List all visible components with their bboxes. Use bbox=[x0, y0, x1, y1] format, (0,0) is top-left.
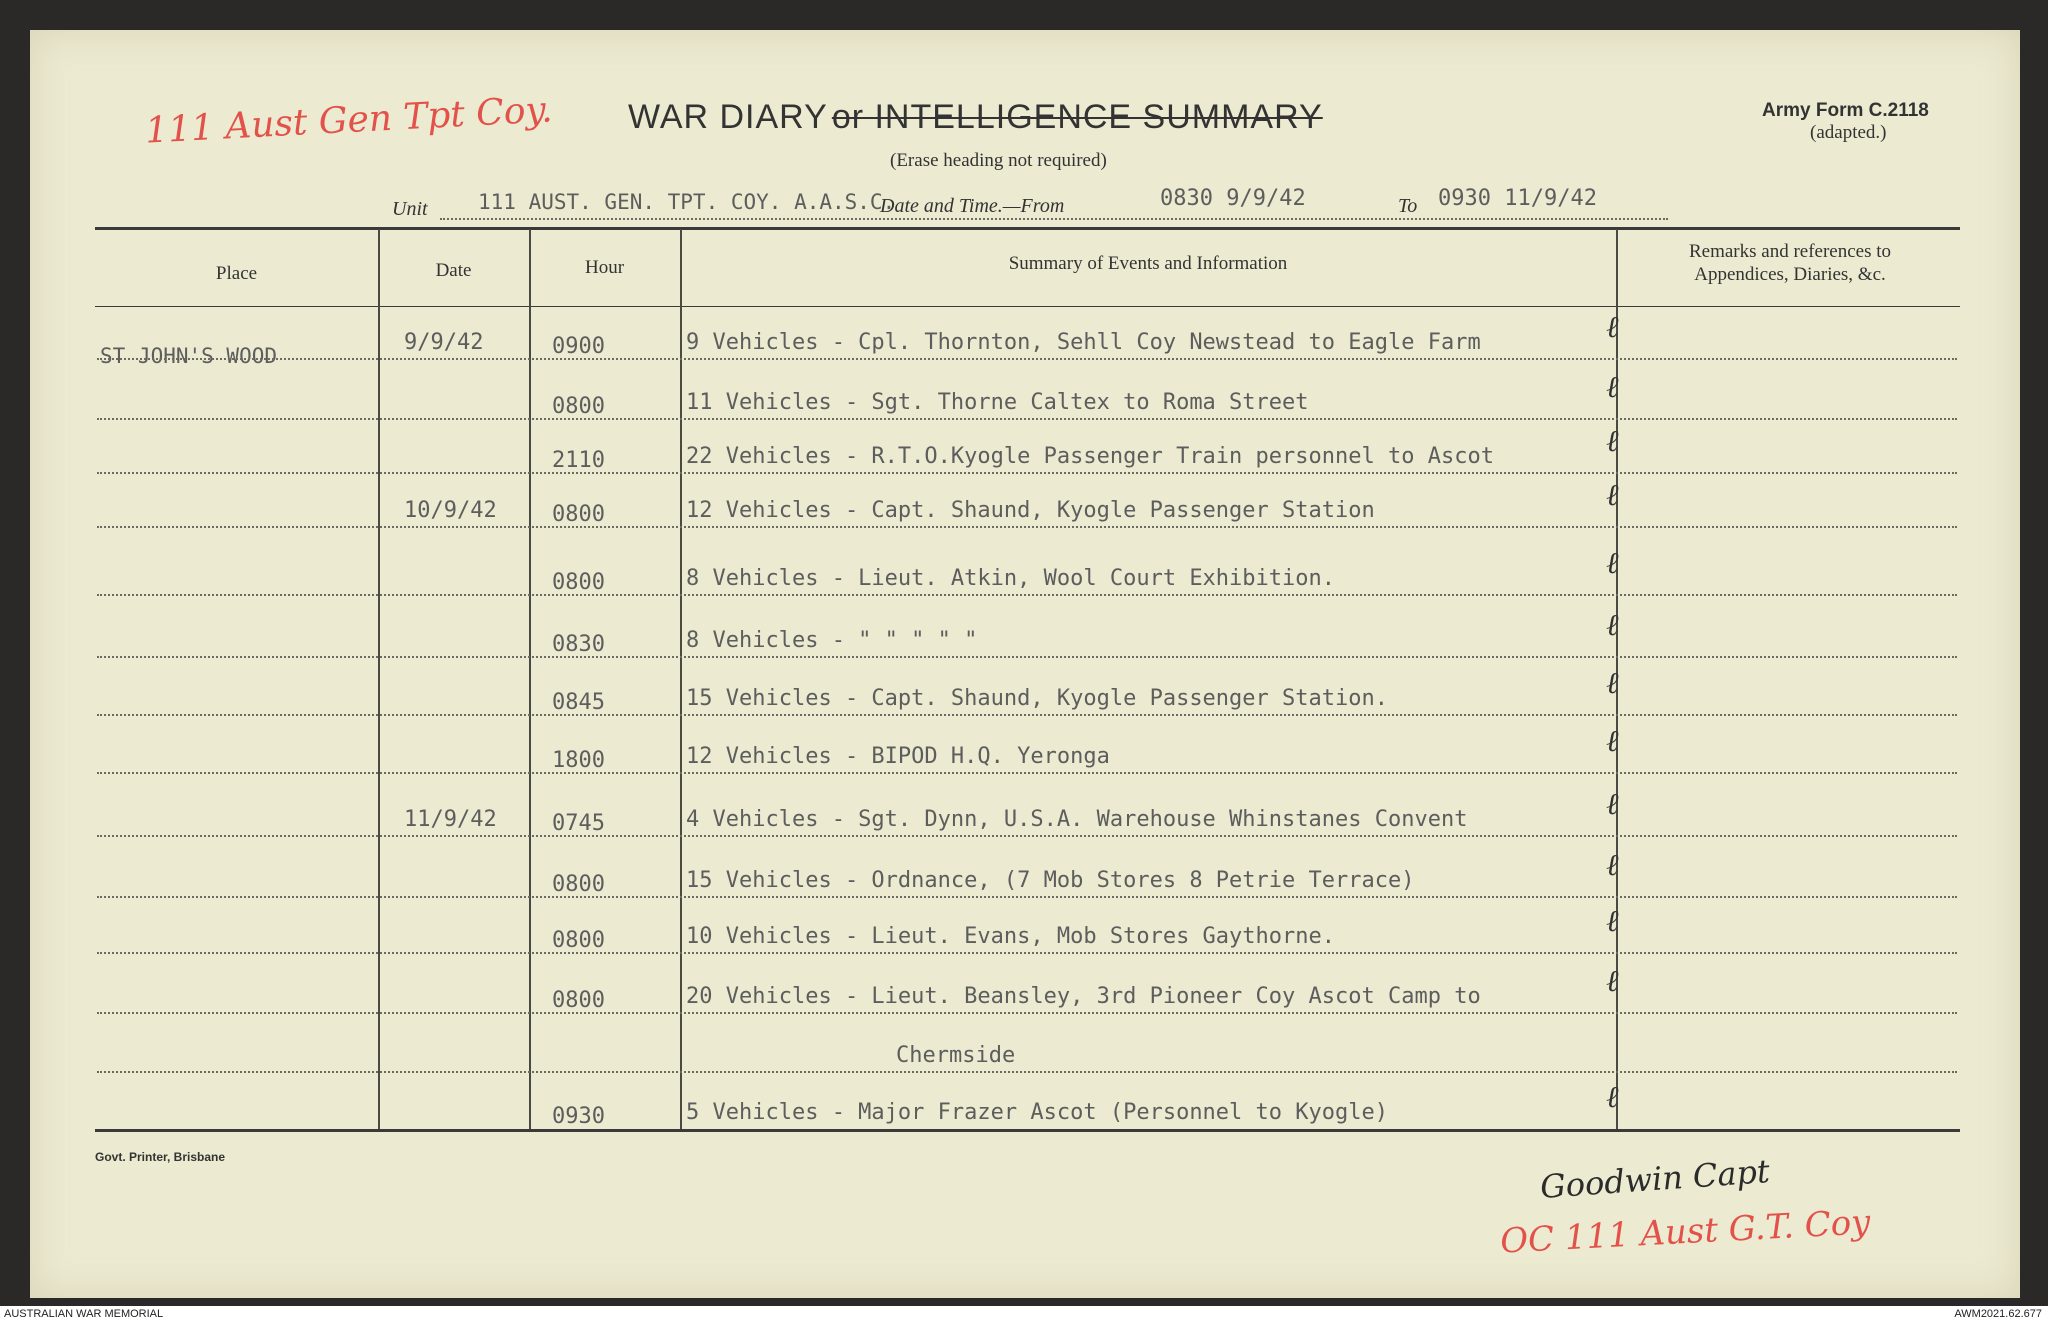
row-hour: 1800 bbox=[552, 748, 605, 773]
signature-unit-note: OC 111 Aust G.T. Coy bbox=[1499, 1202, 1872, 1262]
archive-footer bbox=[0, 1306, 2048, 1322]
row-date: 10/9/42 bbox=[404, 498, 497, 523]
row-hour: 0800 bbox=[552, 502, 605, 527]
header-summary: Summary of Events and Information bbox=[1008, 253, 1288, 274]
row-hour: 0800 bbox=[552, 570, 605, 595]
row-hour: 2110 bbox=[552, 448, 605, 473]
title-war-diary: WAR DIARY bbox=[628, 98, 828, 136]
table-bottom-rule bbox=[95, 1129, 1960, 1132]
check-mark-icon: ℓ bbox=[1606, 787, 1619, 822]
row-summary: 12 Vehicles - Capt. Shaund, Kyogle Passenger Station bbox=[686, 498, 1375, 523]
row-summary: 20 Vehicles - Lieut. Beansley, 3rd Pioneer Coy Ascot Camp to bbox=[686, 984, 1481, 1009]
unit-label: Unit bbox=[392, 198, 428, 220]
row-rule bbox=[97, 472, 1957, 474]
row-hour: 0830 bbox=[552, 632, 605, 657]
handwritten-unit-note: 111 Aust Gen Tpt Coy. bbox=[144, 89, 554, 152]
check-mark-icon: ℓ bbox=[1606, 904, 1619, 939]
row-summary: Chermside bbox=[896, 1043, 1016, 1068]
row-summary: 10 Vehicles - Lieut. Evans, Mob Stores Gaythorne. bbox=[686, 924, 1336, 949]
row-summary: 11 Vehicles - Sgt. Thorne Caltex to Roma Street bbox=[686, 390, 1309, 415]
row-hour: 0900 bbox=[552, 334, 605, 359]
check-mark-icon: ℓ bbox=[1606, 546, 1619, 581]
header-date: Date bbox=[435, 260, 472, 281]
row-summary: 9 Vehicles - Cpl. Thornton, Sehll Coy Newstead to Eagle Farm bbox=[686, 330, 1481, 355]
row-summary: 15 Vehicles - Ordnance, (7 Mob Stores 8 Petrie Terrace) bbox=[686, 868, 1415, 893]
header-hour: Hour bbox=[584, 257, 625, 278]
row-hour: 0800 bbox=[552, 872, 605, 897]
col-divider-hour-summary bbox=[680, 229, 682, 1129]
army-form-adapted: (adapted.) bbox=[1810, 122, 1887, 143]
table-top-rule bbox=[95, 227, 1960, 230]
signature: Goodwin Capt bbox=[1538, 1152, 1771, 1206]
check-mark-icon: ℓ bbox=[1606, 478, 1619, 513]
unit-dotted-line bbox=[440, 218, 1668, 220]
row-summary: 22 Vehicles - R.T.O.Kyogle Passenger Train personnel to Ascot bbox=[686, 444, 1494, 469]
row-summary: 5 Vehicles - Major Frazer Ascot (Personnel to Kyogle) bbox=[686, 1100, 1388, 1125]
to-label: To bbox=[1398, 195, 1418, 217]
row-rule bbox=[97, 1071, 1957, 1073]
row-hour: 0800 bbox=[552, 394, 605, 419]
unit-value: 111 AUST. GEN. TPT. COY. A.A.S.C. bbox=[478, 190, 896, 214]
row-summary: 8 Vehicles - Lieut. Atkin, Wool Court Exhibition. bbox=[686, 566, 1336, 591]
row-hour: 0800 bbox=[552, 988, 605, 1013]
header-remarks: Remarks and references to Appendices, Diaries, &c. bbox=[1688, 241, 1892, 285]
row-rule bbox=[97, 1012, 1957, 1014]
check-mark-icon: ℓ bbox=[1606, 1080, 1619, 1115]
row-summary: 8 Vehicles - " " " " " bbox=[686, 628, 978, 653]
row-summary: 4 Vehicles - Sgt. Dynn, U.S.A. Warehouse Whinstanes Convent bbox=[686, 807, 1468, 832]
row-hour: 0800 bbox=[552, 928, 605, 953]
check-mark-icon: ℓ bbox=[1606, 424, 1619, 459]
col-divider-date-hour bbox=[529, 229, 531, 1129]
row-summary: 15 Vehicles - Capt. Shaund, Kyogle Passenger Station. bbox=[686, 686, 1388, 711]
to-value: 0930 11/9/42 bbox=[1438, 186, 1597, 211]
title-struck-intelligence-summary: or INTELLIGENCE SUMMARY bbox=[831, 98, 1323, 136]
check-mark-icon: ℓ bbox=[1606, 370, 1619, 405]
page-title bbox=[628, 98, 1323, 137]
footer-institution: AUSTRALIAN WAR MEMORIAL bbox=[4, 1308, 164, 1320]
check-mark-icon: ℓ bbox=[1606, 310, 1619, 345]
check-mark-icon: ℓ bbox=[1606, 666, 1619, 701]
date-time-from-label: Date and Time.—From bbox=[880, 195, 1065, 217]
check-mark-icon: ℓ bbox=[1606, 964, 1619, 999]
check-mark-icon: ℓ bbox=[1606, 608, 1619, 643]
row-rule bbox=[97, 714, 1957, 716]
row-rule bbox=[97, 418, 1957, 420]
row-rule bbox=[97, 656, 1957, 658]
row-summary: 12 Vehicles - BIPOD H.Q. Yeronga bbox=[686, 744, 1110, 769]
footer-accession-number: AWM2021.62.677 bbox=[1954, 1308, 2042, 1320]
row-rule bbox=[97, 772, 1957, 774]
row-hour: 0745 bbox=[552, 811, 605, 836]
from-value: 0830 9/9/42 bbox=[1160, 186, 1306, 211]
row-hour: 0930 bbox=[552, 1104, 605, 1129]
row-rule bbox=[97, 526, 1957, 528]
row-hour: 0845 bbox=[552, 690, 605, 715]
row-rule bbox=[97, 594, 1957, 596]
row-rule bbox=[97, 835, 1957, 837]
place-value: ST JOHN'S WOOD bbox=[100, 344, 278, 368]
row-rule bbox=[97, 358, 1957, 360]
col-divider-place-date bbox=[378, 229, 380, 1129]
table-header-rule bbox=[95, 306, 1960, 307]
army-form-label: Army Form C.2118 bbox=[1762, 100, 1929, 121]
check-mark-icon: ℓ bbox=[1606, 848, 1619, 883]
check-mark-icon: ℓ bbox=[1606, 724, 1619, 759]
header-place: Place bbox=[215, 263, 258, 284]
printer-credit: Govt. Printer, Brisbane bbox=[95, 1150, 226, 1164]
row-rule bbox=[97, 896, 1957, 898]
row-rule bbox=[97, 952, 1957, 954]
row-date: 11/9/42 bbox=[404, 807, 497, 832]
erase-heading-note: (Erase heading not required) bbox=[890, 150, 1107, 171]
row-date: 9/9/42 bbox=[404, 330, 484, 355]
